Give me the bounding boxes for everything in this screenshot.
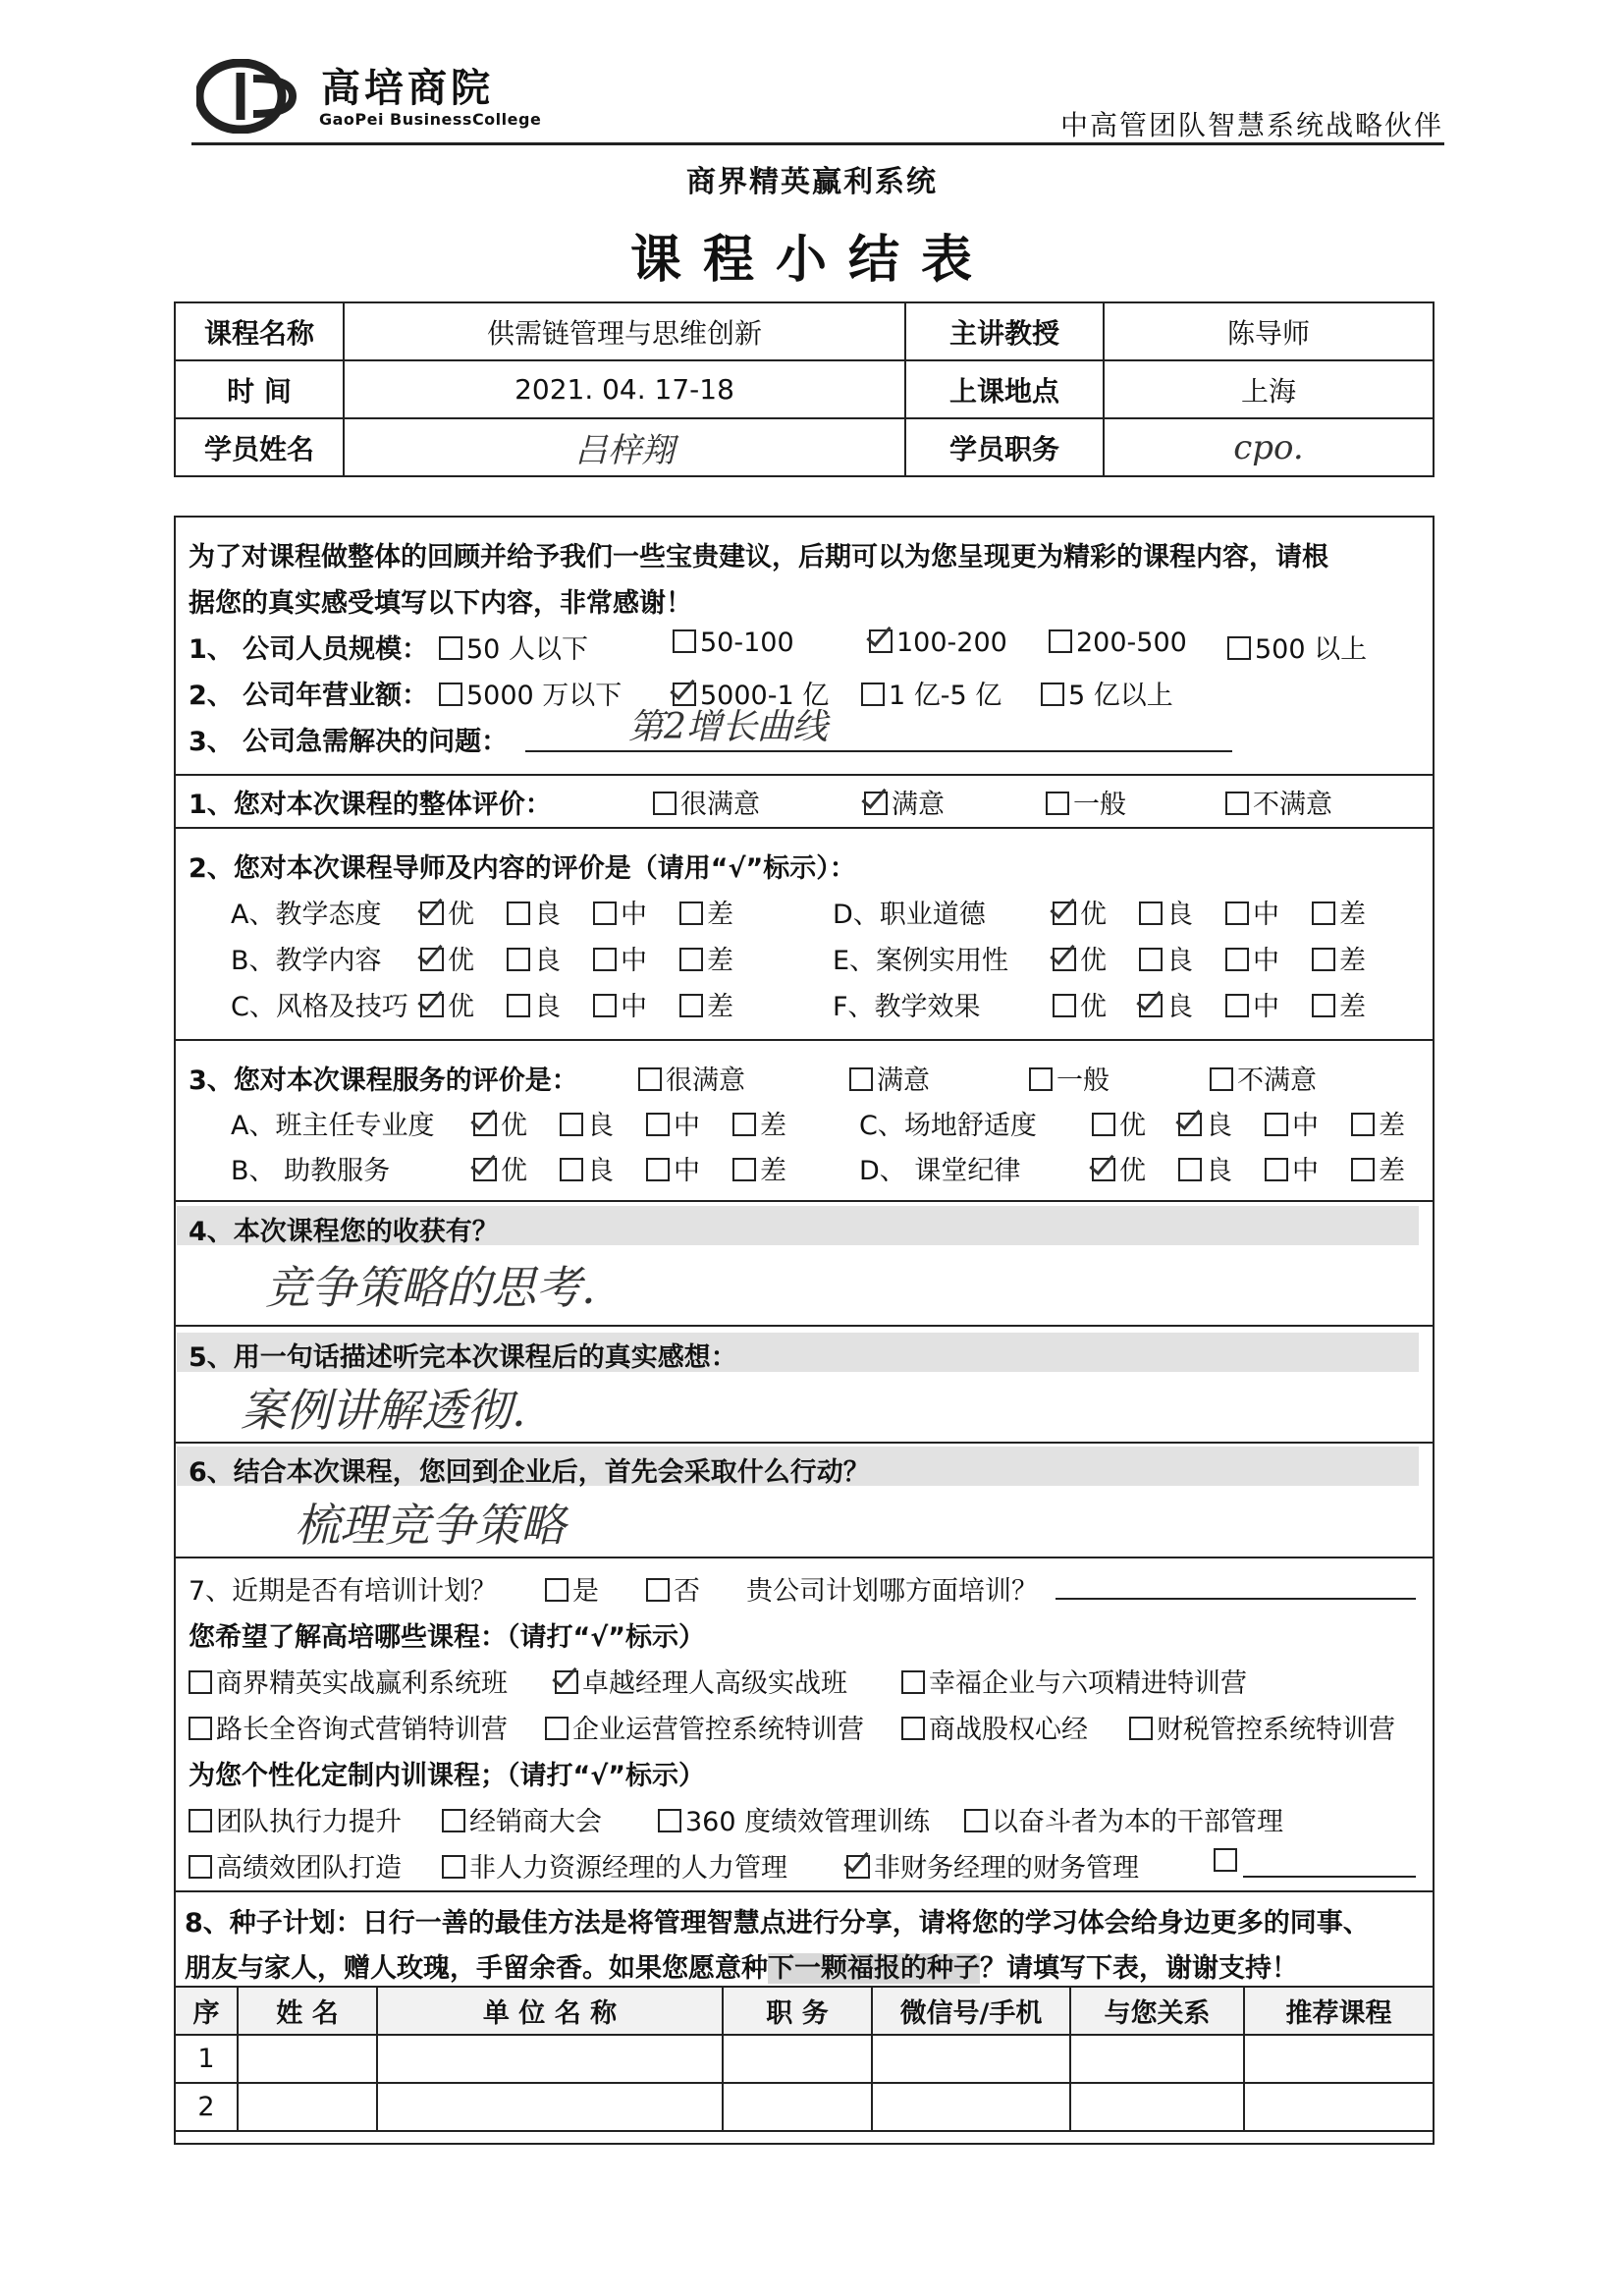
grade-option[interactable]: 良	[507, 893, 561, 931]
seed-highlight: 下一颗福报的种子	[768, 1953, 980, 1984]
checkbox[interactable]	[901, 1670, 925, 1694]
checkbox[interactable]	[1214, 1848, 1237, 1872]
eval-item-label: A、班主任专业度	[231, 1111, 435, 1141]
grade-option[interactable]: 优	[473, 1104, 527, 1142]
checkbox[interactable]	[1046, 792, 1069, 815]
company-size-label: 1、 公司人员规模：	[189, 634, 429, 665]
eval-item-label: F、教学效果	[833, 992, 981, 1022]
checkbox[interactable]	[593, 902, 617, 925]
size-option-3[interactable]: 100-200	[869, 628, 1007, 658]
answer-underline[interactable]	[1243, 1876, 1416, 1878]
grade-option[interactable]: 优	[1092, 1149, 1146, 1187]
grade-option[interactable]: 差	[1312, 893, 1366, 931]
checkbox[interactable]	[1049, 629, 1072, 653]
checkbox[interactable]	[646, 1113, 670, 1136]
checkbox[interactable]	[679, 994, 703, 1017]
grade-option[interactable]: 差	[1351, 1149, 1405, 1187]
checkbox[interactable]	[507, 902, 530, 925]
eval-item-label: E、案例实用性	[833, 946, 1009, 976]
form-title: 课程小结表	[629, 231, 994, 290]
student-role-label: 学员职务	[905, 418, 1104, 476]
grade-option[interactable]: 中	[1265, 1104, 1319, 1142]
checkbox[interactable]	[439, 683, 462, 706]
checkbox[interactable]	[442, 1855, 465, 1879]
overall-option-2[interactable]: 满意	[864, 783, 945, 821]
course-option[interactable]: 商界精英实战赢利系统班	[189, 1662, 508, 1700]
grade-option[interactable]: 差	[1312, 985, 1366, 1023]
grade-option[interactable]: 差	[679, 893, 733, 931]
q7-yes[interactable]: 是	[545, 1569, 599, 1608]
student-name-value[interactable]: 吕梓翔	[344, 418, 905, 476]
grade-option[interactable]: 优	[420, 985, 474, 1023]
seed-col-header: 单 位 名 称	[377, 1987, 723, 2035]
grade-option[interactable]: 中	[646, 1104, 700, 1142]
form-subtitle: 商界精英赢利系统	[686, 165, 938, 199]
q7-label: 7、近期是否有培训计划？	[189, 1576, 498, 1607]
teacher-eval-label: 2、您对本次课程导师及内容的评价是（请用“√”标示）：	[189, 853, 856, 884]
checkbox-checked[interactable]	[420, 948, 444, 971]
eval-item-label: C、风格及技巧	[231, 992, 408, 1022]
checkbox[interactable]	[1225, 902, 1249, 925]
checkbox[interactable]	[593, 994, 617, 1017]
q5-answer[interactable]: 案例讲解透彻.	[241, 1384, 526, 1437]
grade-option[interactable]: 良	[1139, 985, 1193, 1023]
checkbox[interactable]	[1227, 636, 1251, 660]
service-option-2[interactable]: 满意	[849, 1059, 930, 1097]
intro-line-1: 为了对课程做整体的回顾并给予我们一些宝贵建议，后期可以为您呈现更为精彩的课程内容，请根	[189, 542, 1328, 573]
checkbox-checked[interactable]	[869, 629, 893, 653]
time-label: 时 间	[175, 360, 344, 418]
checkbox-checked[interactable]	[846, 1855, 870, 1879]
grade-option[interactable]: 优	[420, 893, 474, 931]
seed-cell[interactable]	[872, 2083, 1070, 2131]
checkbox[interactable]	[189, 1717, 212, 1740]
grade-option[interactable]: 中	[1225, 985, 1279, 1023]
checkbox[interactable]	[964, 1809, 988, 1832]
overall-eval-label: 1、您对本次课程的整体评价：	[189, 790, 552, 820]
grade-option[interactable]: 中	[1265, 1149, 1319, 1187]
course-option[interactable]: 财税管控系统特训营	[1129, 1708, 1395, 1746]
seed-row-number: 1	[175, 2035, 238, 2083]
seed-cell[interactable]	[377, 2035, 723, 2083]
teacher-value: 陈导师	[1104, 302, 1434, 360]
revenue-option-3[interactable]: 1 亿-5 亿	[861, 674, 1001, 712]
seed-col-header: 职 务	[723, 1987, 872, 2035]
service-option-3[interactable]: 一般	[1029, 1059, 1110, 1097]
grade-option[interactable]: 中	[593, 893, 647, 931]
section-divider	[174, 1557, 1435, 1558]
grade-option[interactable]: 良	[507, 985, 561, 1023]
course-value: 供需链管理与思维创新	[344, 302, 905, 360]
eval-item-label: B、教学内容	[231, 946, 382, 976]
checkbox[interactable]	[646, 1578, 670, 1602]
seed-col-header: 与您关系	[1070, 1987, 1244, 2035]
checkbox[interactable]	[593, 948, 617, 971]
seed-cell[interactable]	[723, 2035, 872, 2083]
custom-option[interactable]: 非财务经理的财务管理	[846, 1846, 1139, 1885]
checkbox[interactable]	[646, 1158, 670, 1181]
checkbox[interactable]	[861, 683, 885, 706]
plan-area-label: 贵公司计划哪方面培训？	[746, 1576, 1038, 1607]
course-option[interactable]: 商战股权心经	[901, 1708, 1088, 1746]
revenue-option-4[interactable]: 5 亿以上	[1041, 674, 1173, 712]
college-logo-icon	[196, 59, 304, 134]
grade-option[interactable]: 良	[507, 939, 561, 977]
overall-option-4[interactable]: 不满意	[1225, 783, 1332, 821]
place-label: 上课地点	[905, 360, 1104, 418]
overall-option-3[interactable]: 一般	[1046, 783, 1126, 821]
grade-option[interactable]: 中	[1225, 939, 1279, 977]
q4-label: 4、本次课程您的收获有？	[189, 1217, 499, 1247]
size-option-4[interactable]: 200-500	[1049, 628, 1187, 658]
q6-answer[interactable]: 梳理竞争策略	[295, 1499, 566, 1552]
custom-option-other[interactable]	[1214, 1846, 1241, 1877]
service-option-1[interactable]: 很满意	[638, 1059, 745, 1097]
section-divider	[174, 827, 1435, 829]
section-divider	[174, 1890, 1435, 1892]
checkbox[interactable]	[507, 994, 530, 1017]
urgent-problem-label: 3、 公司急需解决的问题：	[189, 727, 509, 757]
section-divider	[174, 1039, 1435, 1041]
revenue-option-2[interactable]: 5000-1 亿	[673, 674, 829, 712]
custom-option[interactable]: 团队执行力提升	[189, 1800, 402, 1838]
size-option-1[interactable]: 50 人以下	[439, 628, 588, 666]
seed-cell[interactable]	[1244, 2083, 1434, 2131]
place-value: 上海	[1104, 360, 1434, 418]
q5-label: 5、用一句话描述听完本次课程后的真实感想：	[189, 1342, 737, 1373]
grade-option[interactable]: 优	[1053, 939, 1107, 977]
eval-item-label: B、 助教服务	[231, 1156, 391, 1186]
custom-option[interactable]: 360 度绩效管理训练	[658, 1800, 930, 1838]
checkbox[interactable]	[1312, 948, 1335, 971]
seed-col-header: 推荐课程	[1244, 1987, 1434, 2035]
grade-option[interactable]: 中	[646, 1149, 700, 1187]
answer-underline	[525, 750, 1232, 752]
checkbox-checked[interactable]	[555, 1670, 578, 1694]
header-divider	[191, 142, 1444, 145]
checkbox-checked[interactable]	[1092, 1158, 1115, 1181]
table-row	[175, 2035, 1434, 2083]
checkbox[interactable]	[1351, 1113, 1375, 1136]
grade-option[interactable]: 差	[1312, 939, 1366, 977]
table-row	[175, 2083, 1434, 2131]
student-name-label: 学员姓名	[175, 418, 344, 476]
seed-cell[interactable]	[238, 2083, 377, 2131]
tagline: 中高管团队智慧系统战略伙伴	[1059, 109, 1443, 141]
eval-item-label: D、 课堂纪律	[859, 1156, 1021, 1186]
checkbox[interactable]	[1129, 1717, 1153, 1740]
checkbox[interactable]	[1265, 1158, 1288, 1181]
seed-table	[174, 1986, 1435, 2132]
time-value: 2021. 04. 17-18	[344, 360, 905, 418]
custom-option[interactable]: 非人力资源经理的人力管理	[442, 1846, 787, 1885]
eval-item-label: C、场地舒适度	[859, 1111, 1037, 1141]
seed-col-header: 姓 名	[238, 1987, 377, 2035]
checkbox[interactable]	[189, 1670, 212, 1694]
college-name: 高培商院	[321, 66, 494, 111]
checkbox-checked[interactable]	[864, 792, 888, 815]
seed-cell[interactable]	[1070, 2083, 1244, 2131]
checkbox-checked[interactable]	[473, 1113, 497, 1136]
checkbox[interactable]	[1351, 1158, 1375, 1181]
grade-option[interactable]: 中	[593, 939, 647, 977]
section-divider	[174, 1200, 1435, 1202]
checkbox[interactable]	[1029, 1067, 1053, 1091]
course-option[interactable]: 路长全咨询式营销特训营	[189, 1708, 508, 1746]
service-eval-label: 3、您对本次课程服务的评价是：	[189, 1066, 578, 1096]
grade-option[interactable]: 良	[560, 1149, 614, 1187]
seed-plan-line-2: 朋友与家人，赠人玫瑰，手留余香。如果您愿意种下一颗福报的种子？请填写下表，谢谢支持！	[185, 1953, 1298, 1984]
grade-option[interactable]: 良	[560, 1104, 614, 1142]
grade-option[interactable]: 优	[1053, 893, 1107, 931]
seed-col-header: 微信号/手机	[872, 1987, 1070, 2035]
seed-col-header: 序	[175, 1987, 238, 2035]
revenue-label: 2、 公司年营业额：	[189, 681, 429, 711]
checkbox[interactable]	[1139, 948, 1163, 971]
q7-no[interactable]: 否	[646, 1569, 700, 1608]
checkbox-checked[interactable]	[420, 902, 444, 925]
seed-cell[interactable]	[723, 2083, 872, 2131]
teacher-label: 主讲教授	[905, 302, 1104, 360]
custom-option[interactable]: 经销商大会	[442, 1800, 602, 1838]
grade-option[interactable]: 优	[1053, 985, 1107, 1023]
checkbox[interactable]	[439, 636, 462, 660]
course-option[interactable]: 幸福企业与六项精进特训营	[901, 1662, 1247, 1700]
q6-label: 6、结合本次课程，您回到企业后，首先会采取什么行动？	[189, 1457, 870, 1488]
seed-plan-line-1: 8、种子计划：日行一善的最佳方法是将管理智慧点进行分享，请将您的学习体会给身边更多的同事、	[185, 1908, 1370, 1939]
seed-cell[interactable]	[872, 2035, 1070, 2083]
grade-option[interactable]: 差	[732, 1149, 786, 1187]
checkbox[interactable]	[1312, 994, 1335, 1017]
urgent-problem-answer[interactable]: 第2增长曲线	[628, 707, 828, 747]
grade-option[interactable]: 良	[1178, 1104, 1232, 1142]
checkbox[interactable]	[560, 1113, 583, 1136]
grade-option[interactable]: 中	[593, 985, 647, 1023]
grade-option[interactable]: 优	[1092, 1104, 1146, 1142]
seed-cell[interactable]	[377, 2083, 723, 2131]
checkbox[interactable]	[545, 1717, 568, 1740]
size-option-2[interactable]: 50-100	[673, 628, 794, 658]
student-role-value[interactable]: cpo.	[1104, 418, 1434, 476]
overall-option-1[interactable]: 很满意	[653, 783, 760, 821]
grade-option[interactable]: 差	[679, 985, 733, 1023]
revenue-option-1[interactable]: 5000 万以下	[439, 674, 622, 712]
checkbox-checked[interactable]	[420, 994, 444, 1017]
section-divider	[174, 774, 1435, 776]
college-name-en: GaoPei BusinessCollege	[319, 110, 542, 129]
checkbox-checked[interactable]	[1178, 1113, 1202, 1136]
checkbox[interactable]	[1225, 994, 1249, 1017]
checkbox[interactable]	[189, 1855, 212, 1879]
checkbox[interactable]	[1210, 1067, 1233, 1091]
course-option[interactable]: 卓越经理人高级实战班	[555, 1662, 847, 1700]
course-info-table	[174, 301, 1435, 477]
checkbox[interactable]	[189, 1809, 212, 1832]
grade-option[interactable]: 良	[1139, 939, 1193, 977]
seed-cell[interactable]	[1070, 2035, 1244, 2083]
checkbox[interactable]	[673, 629, 696, 653]
checkbox[interactable]	[1225, 792, 1249, 815]
grade-option[interactable]: 良	[1139, 893, 1193, 931]
checkbox[interactable]	[849, 1067, 873, 1091]
checkbox[interactable]	[658, 1809, 681, 1832]
courses-label: 您希望了解高培哪些课程：（请打“√”标示）	[189, 1622, 705, 1653]
checkbox[interactable]	[442, 1809, 465, 1832]
checkbox-checked[interactable]	[1139, 994, 1163, 1017]
grade-option[interactable]: 良	[1178, 1149, 1232, 1187]
checkbox[interactable]	[1092, 1113, 1115, 1136]
eval-item-label: D、职业道德	[833, 900, 986, 930]
grade-option[interactable]: 中	[1225, 893, 1279, 931]
checkbox[interactable]	[1312, 902, 1335, 925]
checkbox-checked[interactable]	[1053, 902, 1076, 925]
intro-line-2: 据您的真实感受填写以下内容，非常感谢！	[189, 588, 692, 619]
service-option-4[interactable]: 不满意	[1210, 1059, 1317, 1097]
custom-option[interactable]: 以奋斗者为本的干部管理	[964, 1800, 1283, 1838]
checkbox[interactable]	[1225, 948, 1249, 971]
checkbox[interactable]	[638, 1067, 662, 1091]
grade-option[interactable]: 优	[420, 939, 474, 977]
checkbox[interactable]	[545, 1578, 568, 1602]
answer-underline[interactable]	[1056, 1598, 1416, 1600]
checkbox[interactable]	[732, 1113, 756, 1136]
custom-training-label: 为您个性化定制内训课程；（请打“√”标示）	[189, 1761, 705, 1791]
checkbox[interactable]	[1041, 683, 1064, 706]
section-divider	[174, 1442, 1435, 1444]
seed-cell[interactable]	[238, 2035, 377, 2083]
checkbox[interactable]	[507, 948, 530, 971]
size-option-5[interactable]: 500 以上	[1227, 628, 1367, 666]
seed-cell[interactable]	[1244, 2035, 1434, 2083]
checkbox[interactable]	[560, 1158, 583, 1181]
checkbox[interactable]	[679, 902, 703, 925]
custom-option[interactable]: 高绩效团队打造	[189, 1846, 402, 1885]
checkbox[interactable]	[1053, 994, 1076, 1017]
eval-item-label: A、教学态度	[231, 900, 382, 930]
grade-option[interactable]: 差	[679, 939, 733, 977]
grade-option[interactable]: 差	[1351, 1104, 1405, 1142]
course-option[interactable]: 企业运营管控系统特训营	[545, 1708, 864, 1746]
grade-option[interactable]: 差	[732, 1104, 786, 1142]
checkbox-checked[interactable]	[1053, 948, 1076, 971]
q4-answer[interactable]: 竞争策略的思考.	[265, 1261, 596, 1314]
checkbox[interactable]	[1178, 1158, 1202, 1181]
checkbox[interactable]	[679, 948, 703, 971]
checkbox[interactable]	[901, 1717, 925, 1740]
checkbox[interactable]	[732, 1158, 756, 1181]
checkbox[interactable]	[1265, 1113, 1288, 1136]
course-label: 课程名称	[175, 302, 344, 360]
seed-row-number: 2	[175, 2083, 238, 2131]
grade-option[interactable]: 优	[473, 1149, 527, 1187]
checkbox[interactable]	[653, 792, 677, 815]
section-divider	[174, 1325, 1435, 1327]
checkbox[interactable]	[1139, 902, 1163, 925]
checkbox-checked[interactable]	[473, 1158, 497, 1181]
